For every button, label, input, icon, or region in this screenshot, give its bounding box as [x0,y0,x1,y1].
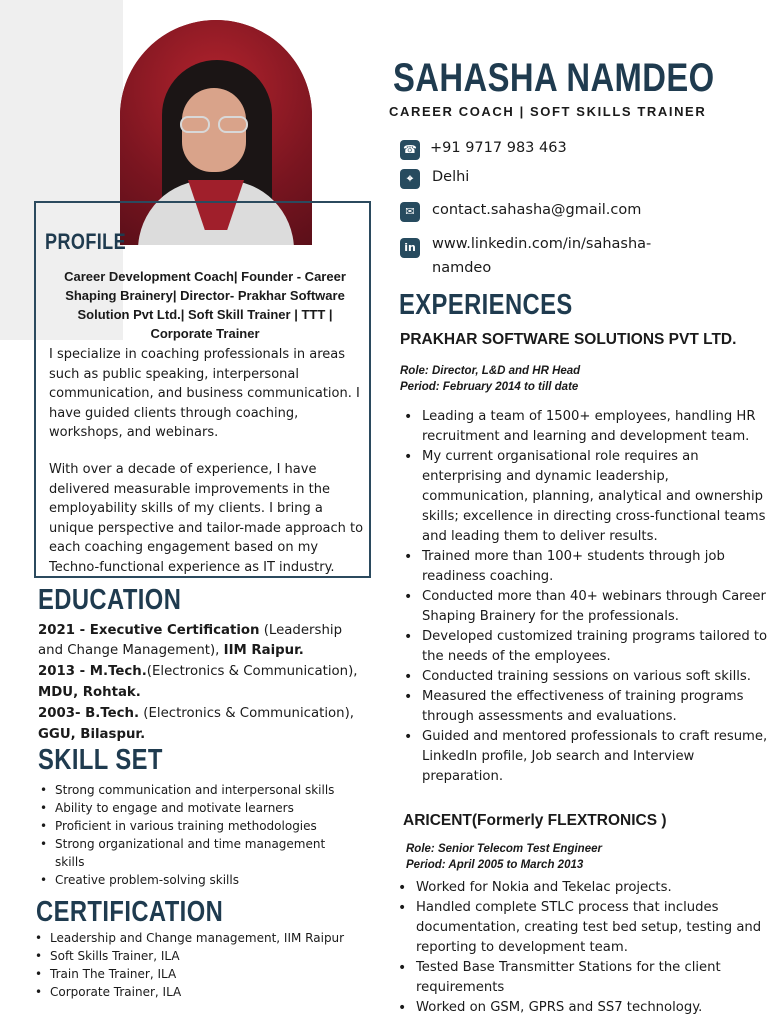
education-entry-1-line1: 2021 - Executive Certification (Leadership [38,623,343,638]
email-link[interactable]: contact.sahasha@gmail.com [432,202,642,218]
job-bullets-2 [394,878,768,1018]
certification-item: • Train The Trainer, ILA [33,965,363,983]
job-bullet: • Worked on GSM, GPRS and SS7 technology. [394,998,768,1018]
skill-item: • Strong organizational and time management skills [38,835,338,871]
phone-icon: ☎ [400,140,420,160]
job-period-1: Period: February 2014 to till date [400,381,579,393]
job-bullet: • Worked for Nokia and Tekelac projects. [394,878,768,898]
company-name-1: PRAKHAR SOFTWARE SOLUTIONS PVT LTD. [400,331,737,348]
job-bullet: • Guided and mentored professionals to craft resume, LinkedIn profile, Job search and Interview preparation. [400,727,768,787]
skill-item: • Creative problem-solving skills [38,871,338,889]
job-bullet: • Tested Base Transmitter Stations for the client requirements [394,958,768,998]
certification-list [33,929,363,1001]
education-heading: EDUCATION [38,584,182,616]
skill-item: • Proficient in various training methodologies [38,817,338,835]
skill-set-heading: SKILL SET [38,744,163,776]
phone-number[interactable]: +91 9717 983 463 [430,140,567,156]
skill-list [38,781,338,889]
experiences-heading: EXPERIENCES [399,289,573,321]
job-role-2: Role: Senior Telecom Test Engineer [406,843,602,855]
job-bullet: • Leading a team of 1500+ employees, handling HR recruitment and learning and development team. [400,407,768,447]
education-entry-1-line2: and Change Management), IIM Raipur. [38,643,304,658]
profile-tagline: Career Development Coach| Founder - Career Shaping Brainery| Director- Prakhar Software Solution Pvt Ltd.| Soft Skill Trainer | TTT | Corporate Trainer [64,269,346,341]
job-bullet: • Handled complete STLC process that includes documentation, creating test bed setup, testing and reporting to development team. [394,898,768,958]
job-bullet: • Trained more than 100+ students through job readiness coaching. [400,547,768,587]
education-entry-2-line2: MDU, Rohtak. [38,685,141,700]
skill-item: • Strong communication and interpersonal skills [38,781,338,799]
certification-item: • Leadership and Change management, IIM Raipur [33,929,363,947]
job-bullet: • My current organisational role requires an enterprising and dynamic leadership, communication, planning, analytical and ownership skills; excellence in directing cross-functional teams and leading them to deliver results. [400,447,768,547]
job-bullets-1 [400,407,768,787]
location-text: Delhi [432,169,470,185]
person-name: SAHASHA NAMDEO [393,56,715,100]
education-entry-2-line1: 2013 - M.Tech.(Electronics & Communication), [38,664,358,679]
job-bullet: • Conducted more than 40+ webinars through Career Shaping Brainery for the professionals. [400,587,768,627]
job-bullet: • Conducted training sessions on various soft skills. [400,667,768,687]
job-role-1: Role: Director, L&D and HR Head [400,365,581,377]
company-name-2: ARICENT(Formerly FLEXTRONICS ) [403,812,667,829]
job-period-2: Period: April 2005 to March 2013 [406,859,584,871]
profile-paragraph-2: With over a decade of experience, I have delivered measurable improvements in the employability skills of my clients. I bring a unique perspective and tailor-made approach to each coaching engagement based on my Techno-functional experience as IT industry. [49,462,364,575]
certification-item: • Soft Skills Trainer, ILA [33,947,363,965]
linkedin-link-line2[interactable]: namdeo [432,260,492,276]
certification-item: • Corporate Trainer, ILA [33,983,363,1001]
location-pin-icon: ⌖ [400,169,420,189]
linkedin-icon: in [400,238,420,258]
job-subtitle: CAREER COACH | SOFT SKILLS TRAINER [389,104,707,119]
profile-heading: PROFILE [45,229,127,254]
education-entry-3-line1: 2003- B.Tech. (Electronics & Communication), [38,706,355,721]
skill-item: • Ability to engage and motivate learners [38,799,338,817]
email-icon: ✉ [400,202,420,222]
certification-heading: CERTIFICATION [36,896,224,928]
education-entry-3-line2: GGU, Bilaspur. [38,727,146,742]
linkedin-link-line1[interactable]: www.linkedin.com/in/sahasha- [432,236,652,252]
job-bullet: • Measured the effectiveness of training programs through assessments and evaluations. [400,687,768,727]
profile-paragraph-1: I specialize in coaching professionals in areas such as public speaking, interpersonal communication, and business communication. I have guided clients through coaching, workshops, and webinars. [49,347,360,440]
job-bullet: • Developed customized training programs tailored to the needs of the employees. [400,627,768,667]
